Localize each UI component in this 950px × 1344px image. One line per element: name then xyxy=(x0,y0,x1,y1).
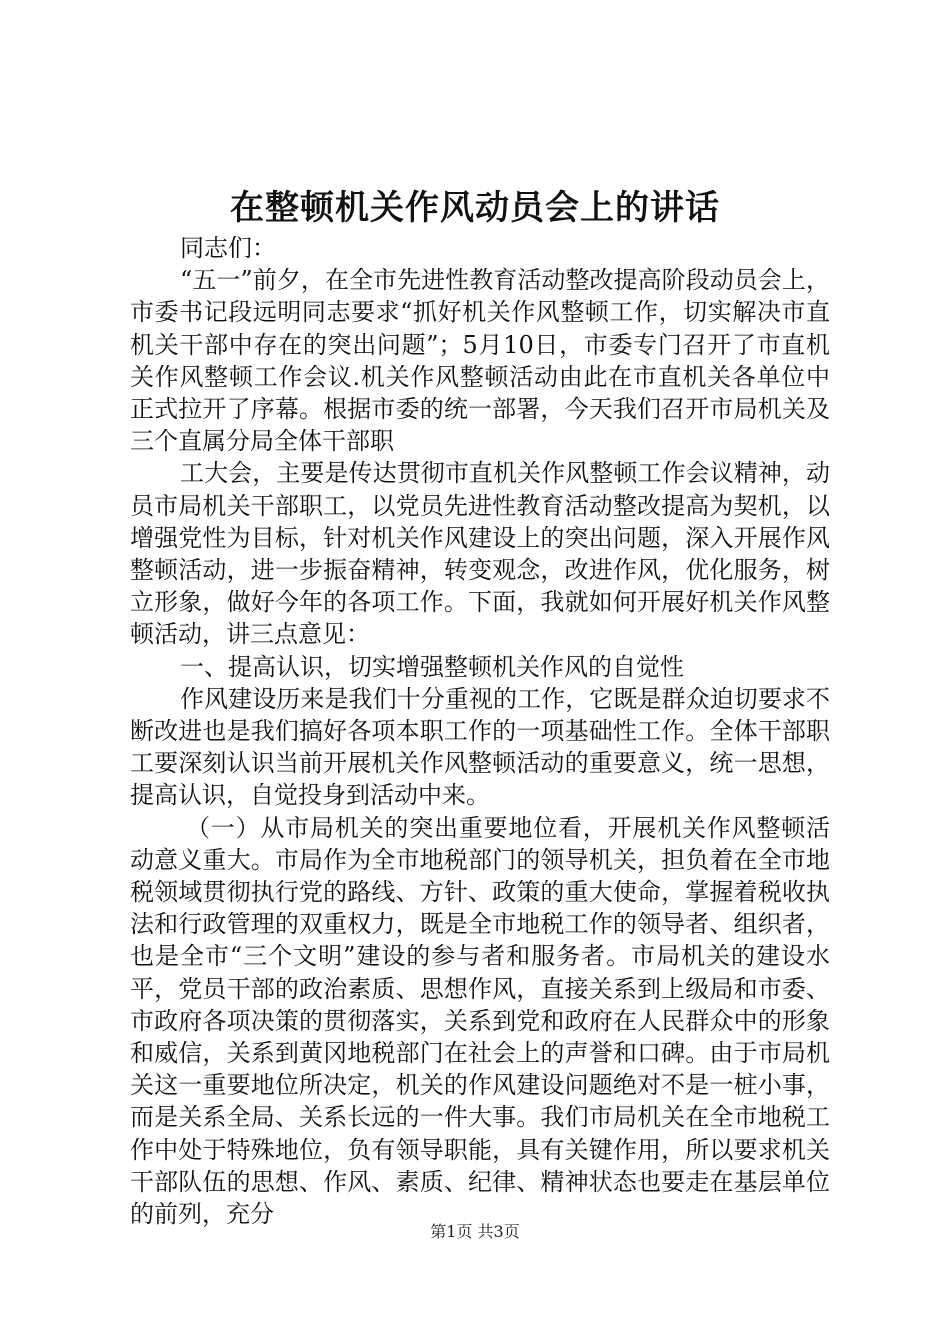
document-title: 在整顿机关作风动员会上的讲话 xyxy=(230,188,720,228)
page-footer: 第1页 共3页 xyxy=(430,1222,520,1241)
section-heading: 一、提高认识，切实增强整顿机关作风的自觉性 xyxy=(180,652,684,681)
body-paragraph: 工大会，主要是传达贯彻市直机关作风整顿工作会议精神，动员市局机关干部职工，以党员先进性教育活动整改提高为契机，以增强党性为目标，针对机关作风建设上的突出问题，深入开展作风整顿活动，进一步振奋精神，转变观念，改进作风，优化服务，树立形象，做好今年的各项工作。下面，我就如何开展好机关作风整顿活动，讲三点意见： xyxy=(130,459,830,649)
document-body xyxy=(130,232,830,1230)
body-paragraph: “五一”前夕，在全市先进性教育活动整改提高阶段动员会上，市委书记段远明同志要求“抓好机关作风整顿工作，切实解决市直机关干部中存在的突出问题”；5月10日，市委专门召开了市直机关作风整顿工作会议.机关作风整顿活动由此在市直机关各单位中正式拉开了序幕。根据市委的统一部署，今天我们召开市局机关及三个直属分局全体干部职 xyxy=(130,266,830,456)
body-paragraph: 作风建设历来是我们十分重视的工作，它既是群众迫切要求不断改进也是我们搞好各项本职工作的一项基础性工作。全体干部职工要深刻认识当前开展机关作风整顿活动的重要意义，统一思想，提高认识，自觉投身到活动中来。 xyxy=(130,684,830,810)
subsection-paragraph: （一）从市局机关的突出重要地位看，开展机关作风整顿活动意义重大。市局作为全市地税部门的领导机关，担负着在全市地税领域贯彻执行党的路线、方针、政策的重大使命，掌握着税收执法和行政管理的双重权力，既是全市地税工作的领导者、组织者，也是全市“三个文明”建设的参与者和服务者。市局机关的建设水平，党员干部的政治素质、思想作风，直接关系到上级局和市委、市政府各项决策的贯彻落实，关系到党和政府在人民群众中的形象和威信，关系到黄冈地税部门在社会上的声誉和口碑。由于市局机关这一重要地位所决定，机关的作风建设问题绝对不是一桩小事，而是关系全局、关系长远的一件大事。我们市局机关在全市地税工作中处于特殊地位，负有领导职能，具有关键作用，所以要求机关干部队伍的思想、作风、素质、纪律、精神状态也要走在基层单位的前列，充分 xyxy=(130,813,830,1229)
salutation-paragraph: 同志们： xyxy=(180,234,276,262)
